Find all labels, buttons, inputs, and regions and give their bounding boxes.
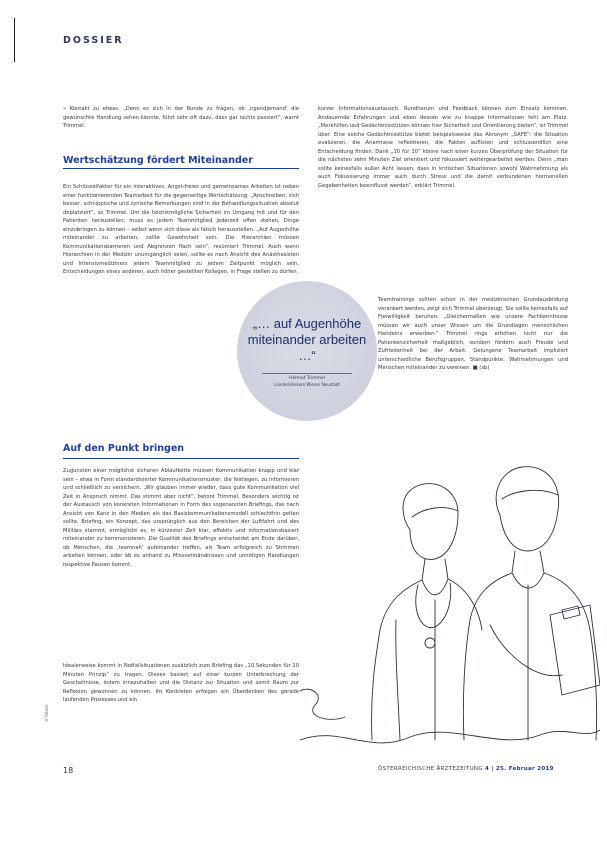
intro-paragraph: [63, 105, 299, 131]
paragraph-right-1: [318, 105, 568, 190]
heading-rule: [63, 458, 299, 459]
paragraph-text: kurzer Informationsaustausch. Rundherum und Feedback können zum Einsatz kommen. Andauernde Erfahrungen und eben dessen wie zu knappe Informationen fehl am Platz. „Merkhilfen und Gedächtnisstützen können hier Sicherheit und Orientierung bieten“, ist Trimmel über. Eine solche Gedächtnisstütze bietet beispielsweise das Akronym „SAFE“: die Situation evaluieren, die Anamnese reflektieren, die Fakten auflisten und schlussendlich eine Entscheidung finden. Dank „10 für 10“ könne nach einer kurzen Überprüfung der Situation für die nächsten zehn Minuten Ziel orientiert und fokussiert weitergearbeitet werden. Denn „man sollte keinesfalls außer Acht lassen, dass in kritischen Situationen sowohl Wahrnehmung als auch Fokussierung immer auch durch Stress und die damit verbundenen hormonellen Gegebenheiten beeinflusst werden“, erklärt Trimmel.: [318, 106, 569, 189]
two-doctors-line-art-icon: [300, 455, 600, 755]
pullquote-rule: [262, 373, 352, 374]
page-number: 18: [63, 766, 74, 775]
paragraph-right-2: [378, 296, 568, 373]
intro-text: » Kontakt zu etwas: „Denn es sich in der Runde zu fragen, ob ‚irgendjemand‘ die gewünschte Handlung sehen könnte, führt sehr oft dazu, dass gar nichts passiert“, warnt Trimmel.: [63, 106, 299, 129]
footer-publication: [378, 766, 554, 772]
section-label: DOSSIER: [63, 35, 124, 46]
pullquote-text: „… auf Augenhöhe miteinander arbeiten …“: [247, 316, 367, 363]
image-credit: © iStock: [44, 704, 49, 722]
paragraph-text: Teamtrainings sollten schon in der medizinischen Grundausbildung verankert werden, zeigt sich Trimmel überzeugt. Sie sollte keinesfalls auf Freiwilligkeit beruhen. „Gleichermaßen wie unsere Fachkenntnisse müssen wir auch unser Wissen um die Grundlagen menschlichen Handelns erwerben.“ Trimmel rings erhöhen nicht nur die Patientensicherheit maßgeblich, sondern fördern auch Freude und Zufriedenheit bei der Arbeit. Gelungene Teamarbeit impliziert unterschiedliche Berufsgruppen, Standpunkte, Wahrnehmungen und Menschen miteinander zu vereinen. ■ (sb): [378, 297, 568, 371]
paragraph-10-sekunden: [63, 662, 299, 705]
pullquote-name: Helmut Trimmel: [289, 376, 325, 381]
paragraph-text: Ein Schlüsselfaktor für ein interaktives, Angst-freies und gemeinsames Arbeiten ist neben einer funktionierenden Teamarbeit für die gegenseitige Wertschätzung. „Anschreiben, sich besser, schnippische und zynische Bemerkungen sind in der Behandlungssituation absolut deplatziert“, so Trimmel. Um die höchstmögliche Sicherheit im Umgang mit und für den Patienten herzustellen, muss es jedem Teammitglied jederzeit offen stehen, Dinge einzubringen zu können – selbst wenn sich diese als falsch herausstellen. „Auf Augenhöhe miteinander zu arbeiten, sollte Gewohnheit sein. Die Hierarchien müssen Kommunikationsbarrieren und Abgrenzen flach sein“, resümiert Trimmel. Auch wenn Hierarchien in der Medizin unumgänglich seien, sollte es nach Ansicht des Anästhesisten und Intensivmediziners jedem Teammitglied zu jedem Zeitpunkt möglich sein, Entscheidungen eines anderen, auch höher gestellten Kollegen, in Frage stellen zu dürfen.: [63, 184, 299, 275]
pullquote-role: Landesklinikum Wiener Neustadt: [274, 382, 340, 387]
page-edge-rule: [14, 18, 15, 62]
paragraph-text: Zugunsten einer möglichst sicheren Ablaufkette müssen Kommunikation knapp und klar sein – etwa in Form standardisierter Kommunikationsmuster, die festlegen, zu informieren und schließlich zu versichern. „Wir glauben immer wieder, dass gute Kommunikation viel Zeit in Anspruch nimmt. Das stimmt aber nicht“, betont Trimmel. Besonders wichtig ist der Austausch von konkreten Informationen in Form des sogenannten Briefings, das nach Ansicht von Kanz in den Medien als das Basiskommunikationsmodell schlechthin gelten sollte. Briefing, ein Konzept, das ursprünglich aus den Bereichen der Luftfahrt und des Militärs stammt, ermöglicht es, in kürzester Zeit klar, effektiv und informationsbasiert miteinander zu kommunizieren. Die Qualität des Briefings entscheidet am Ende darüber, ob Menschen, die ‚teamnah‘ aufeinander treffen, als Team erfolgreich zu Stimmen arbeiten können, oder ob es anhand zu Missverständnissen und unnötigen Handlungen respektive Pausen kommt.: [63, 468, 299, 568]
paragraph-text: Idealerweise kommt in Notfallsituationen zusätzlich zum Briefing das „10 Sekunden für 10 Minuten Prinzip“ zu tragen. Dieses basiert auf einer kurzen Unterbrechung der Geschehnisse, indem innezuhalten und die Distanz zur Situation und somit Raum zur Reflexion gewonnen zu können. Im Konkreten erfolgen ein Überdenken des gerade laufenden Prozesses und ein: [63, 663, 299, 703]
publication-name: ÖSTERREICHISCHE ÄRZTEZEITUNG: [378, 766, 483, 772]
heading-punkt: Auf den Punkt bringen: [63, 443, 185, 454]
issue-date: 4 | 25. Februar 2019: [484, 766, 554, 772]
heading-wertschaetzung: Wertschätzung fördert Miteinander: [63, 155, 253, 166]
paragraph-wertschaetzung: [63, 183, 299, 277]
paragraph-briefing: [63, 467, 299, 569]
heading-rule: [63, 168, 299, 169]
